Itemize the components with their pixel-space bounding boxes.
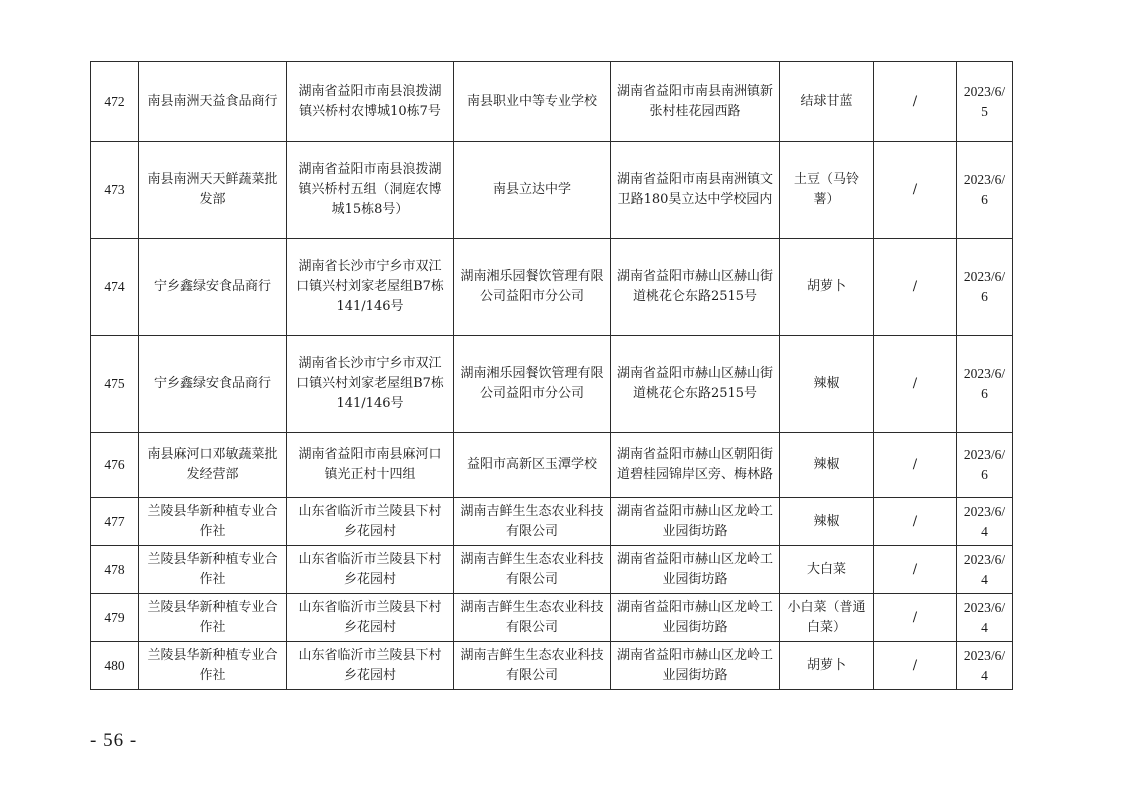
supplier-name: 兰陵县华新种植专业合作社 (139, 594, 287, 642)
supplier-name: 宁乡鑫绿安食品商行 (139, 336, 287, 433)
buyer-name: 益阳市高新区玉潭学校 (454, 433, 611, 498)
buyer-name: 湖南吉鲜生生态农业科技有限公司 (454, 642, 611, 690)
supplier-name: 南县南洲天天鲜蔬菜批发部 (139, 142, 287, 239)
supplier-name: 南县麻河口邓敏蔬菜批发经营部 (139, 433, 287, 498)
extra-value: / (874, 594, 957, 642)
product-name: 胡萝卜 (780, 239, 874, 336)
date-value: 2023/6/6 (957, 142, 1013, 239)
supplier-address: 山东省临沂市兰陵县下村乡花园村 (287, 594, 454, 642)
row-number: 479 (91, 594, 139, 642)
table-row (91, 642, 1013, 690)
row-number: 474 (91, 239, 139, 336)
supplier-name: 兰陵县华新种植专业合作社 (139, 498, 287, 546)
table-row (91, 142, 1013, 239)
buyer-name: 南县职业中等专业学校 (454, 62, 611, 142)
extra-value: / (874, 62, 957, 142)
table-row (91, 62, 1013, 142)
buyer-name: 湖南吉鲜生生态农业科技有限公司 (454, 546, 611, 594)
buyer-address: 湖南省益阳市赫山区龙岭工业园街坊路 (611, 642, 780, 690)
date-value: 2023/6/6 (957, 336, 1013, 433)
row-number: 473 (91, 142, 139, 239)
supplier-address: 湖南省长沙市宁乡市双江口镇兴村刘家老屋组B7栋141/146号 (287, 336, 454, 433)
buyer-address: 湖南省益阳市赫山区朝阳街道碧桂园锦岸区旁、梅林路 (611, 433, 780, 498)
table-row (91, 546, 1013, 594)
buyer-address: 湖南省益阳市赫山区龙岭工业园街坊路 (611, 498, 780, 546)
buyer-address: 湖南省益阳市赫山区赫山街道桃花仑东路2515号 (611, 336, 780, 433)
date-value: 2023/6/6 (957, 433, 1013, 498)
supplier-name: 兰陵县华新种植专业合作社 (139, 546, 287, 594)
buyer-name: 湖南吉鲜生生态农业科技有限公司 (454, 498, 611, 546)
product-name: 辣椒 (780, 498, 874, 546)
buyer-address: 湖南省益阳市赫山区赫山街道桃花仑东路2515号 (611, 239, 780, 336)
table-row (91, 336, 1013, 433)
date-value: 2023/6/4 (957, 642, 1013, 690)
supplier-address: 湖南省益阳市南县浪拨湖镇兴桥村五组（洞庭农博城15栋8号） (287, 142, 454, 239)
product-name: 土豆（马铃薯） (780, 142, 874, 239)
date-value: 2023/6/4 (957, 498, 1013, 546)
date-value: 2023/6/6 (957, 239, 1013, 336)
product-name: 辣椒 (780, 336, 874, 433)
supplier-name: 宁乡鑫绿安食品商行 (139, 239, 287, 336)
records-table (90, 61, 1013, 690)
buyer-address: 湖南省益阳市赫山区龙岭工业园街坊路 (611, 546, 780, 594)
date-value: 2023/6/4 (957, 546, 1013, 594)
supplier-name: 兰陵县华新种植专业合作社 (139, 642, 287, 690)
supplier-address: 湖南省益阳市南县浪拨湖镇兴桥村农博城10栋7号 (287, 62, 454, 142)
supplier-address: 山东省临沂市兰陵县下村乡花园村 (287, 642, 454, 690)
table-row (91, 594, 1013, 642)
page-number: - 56 - (90, 730, 138, 751)
row-number: 475 (91, 336, 139, 433)
supplier-address: 湖南省长沙市宁乡市双江口镇兴村刘家老屋组B7栋141/146号 (287, 239, 454, 336)
extra-value: / (874, 239, 957, 336)
product-name: 胡萝卜 (780, 642, 874, 690)
buyer-name: 湖南吉鲜生生态农业科技有限公司 (454, 594, 611, 642)
extra-value: / (874, 498, 957, 546)
extra-value: / (874, 433, 957, 498)
extra-value: / (874, 336, 957, 433)
supplier-address: 山东省临沂市兰陵县下村乡花园村 (287, 546, 454, 594)
product-name: 辣椒 (780, 433, 874, 498)
row-number: 478 (91, 546, 139, 594)
table-row (91, 498, 1013, 546)
buyer-address: 湖南省益阳市南县南洲镇新张村桂花园西路 (611, 62, 780, 142)
row-number: 472 (91, 62, 139, 142)
buyer-name: 湖南湘乐园餐饮管理有限公司益阳市分公司 (454, 336, 611, 433)
extra-value: / (874, 642, 957, 690)
row-number: 480 (91, 642, 139, 690)
buyer-address: 湖南省益阳市南县南洲镇文卫路180昊立达中学校园内 (611, 142, 780, 239)
buyer-name: 湖南湘乐园餐饮管理有限公司益阳市分公司 (454, 239, 611, 336)
extra-value: / (874, 142, 957, 239)
buyer-address: 湖南省益阳市赫山区龙岭工业园街坊路 (611, 594, 780, 642)
date-value: 2023/6/4 (957, 594, 1013, 642)
extra-value: / (874, 546, 957, 594)
product-name: 小白菜（普通白菜） (780, 594, 874, 642)
buyer-name: 南县立达中学 (454, 142, 611, 239)
product-name: 大白菜 (780, 546, 874, 594)
supplier-address: 山东省临沂市兰陵县下村乡花园村 (287, 498, 454, 546)
supplier-name: 南县南洲天益食品商行 (139, 62, 287, 142)
row-number: 476 (91, 433, 139, 498)
row-number: 477 (91, 498, 139, 546)
table-row (91, 239, 1013, 336)
product-name: 结球甘蓝 (780, 62, 874, 142)
table-row (91, 433, 1013, 498)
supplier-address: 湖南省益阳市南县麻河口镇光正村十四组 (287, 433, 454, 498)
date-value: 2023/6/5 (957, 62, 1013, 142)
